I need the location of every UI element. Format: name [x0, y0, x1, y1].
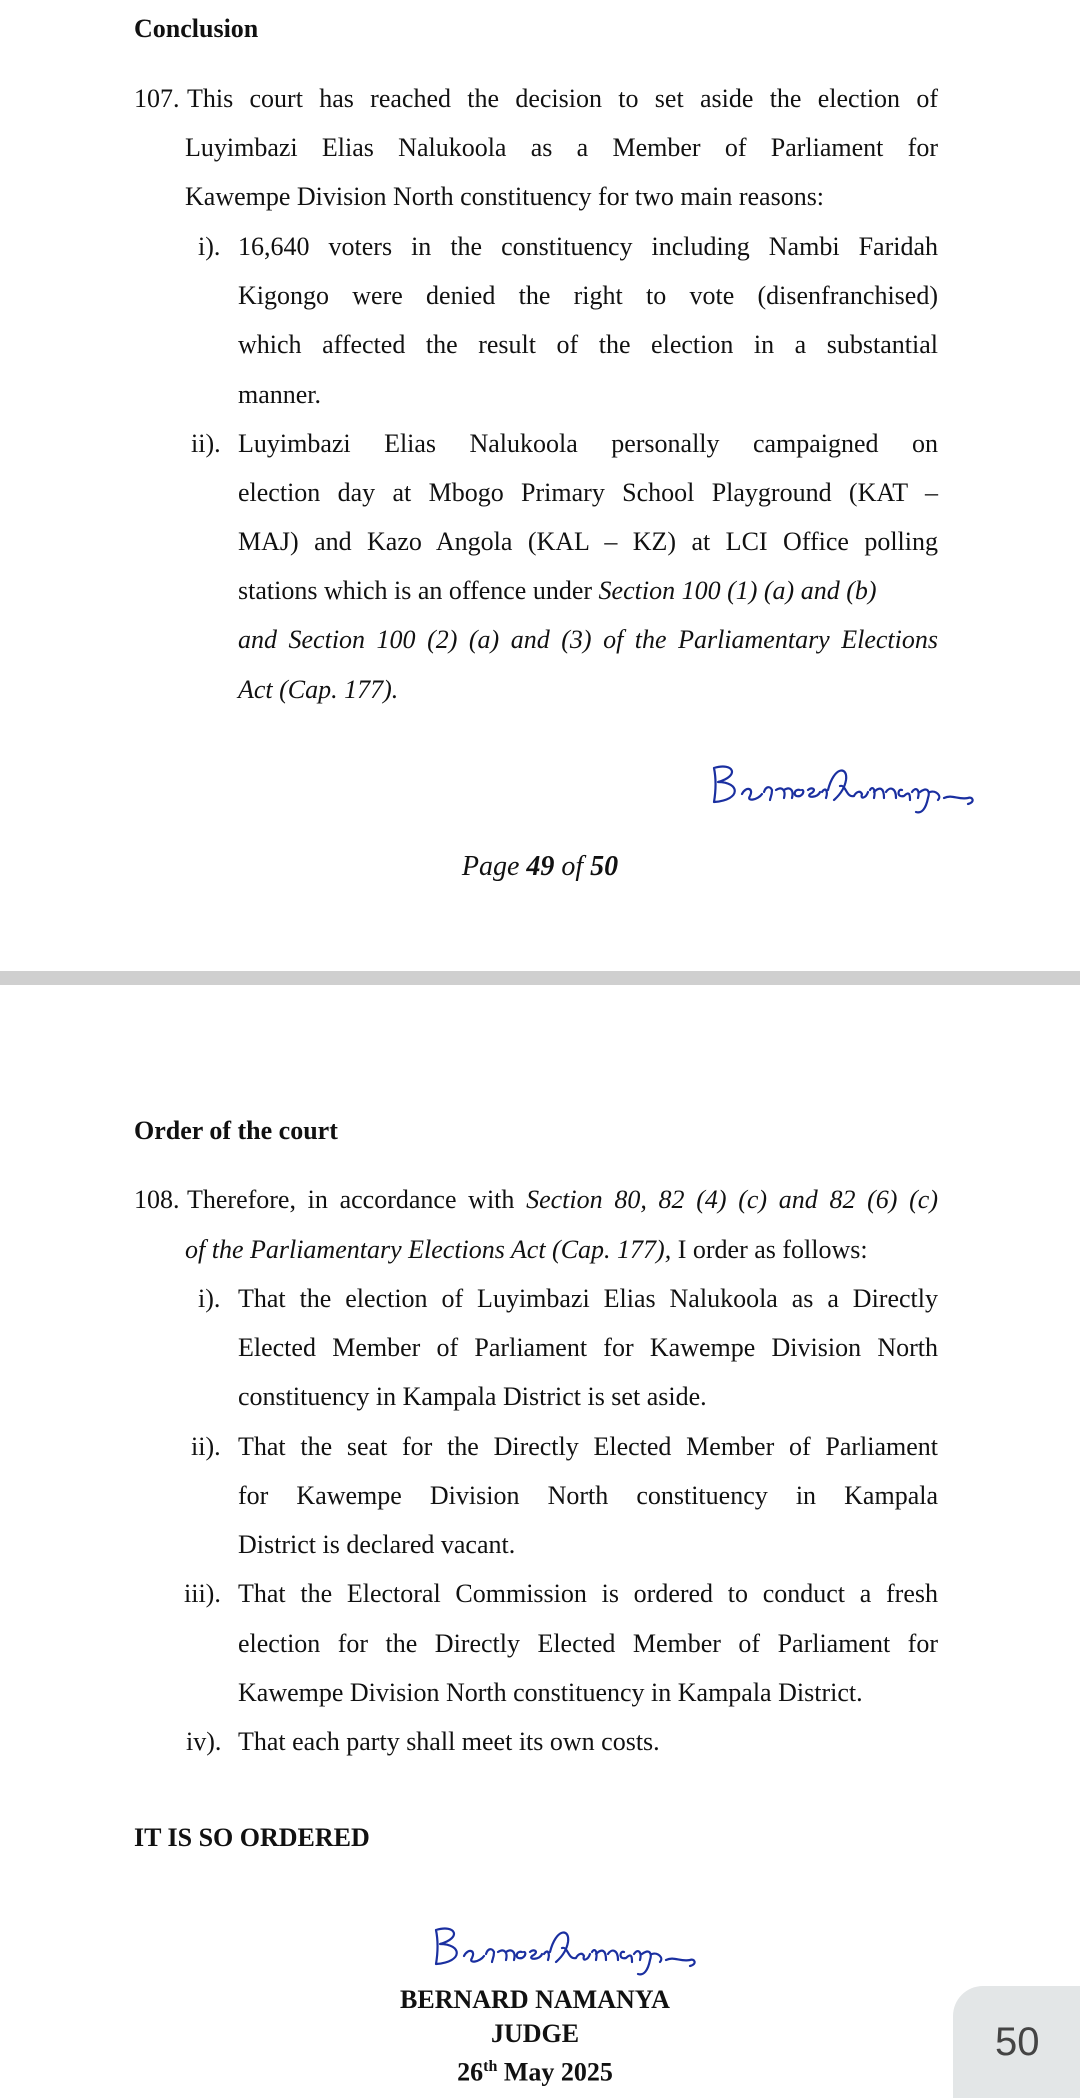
list-label: ii). — [191, 429, 221, 458]
list-item-line: election day at Mbogo Primary School Playground (KAT – — [238, 478, 938, 507]
list-item-line: Luyimbazi Elias Nalukoola personally campaigned on — [238, 429, 938, 458]
list-label: ii). — [191, 1432, 221, 1461]
list-item-line: election for the Directly Elected Member of Parliament for — [238, 1629, 938, 1658]
list-item-line: 16,640 voters in the constituency including Nambi Faridah — [238, 232, 938, 261]
list-item-line: for Kawempe Division North constituency in Kampala — [238, 1481, 938, 1510]
statute-citation: Act (Cap. 177). — [238, 675, 399, 704]
list-item-line: District is declared vacant. — [238, 1530, 516, 1559]
list-item-line: That each party shall meet its own costs. — [238, 1727, 660, 1756]
paragraph-number: 108. — [134, 1185, 180, 1214]
list-item-line: which affected the result of the election in a substantial — [238, 330, 938, 359]
statute-citation: Section 80, 82 (4) (c) and 82 (6) (c) — [526, 1185, 938, 1214]
paragraph-line: of the Parliamentary Elections Act (Cap. 177), I order as follows: — [185, 1235, 868, 1264]
list-item-line: That the Electoral Commission is ordered to conduct a fresh — [238, 1579, 938, 1608]
list-label: i). — [198, 1284, 221, 1313]
section-heading-conclusion: Conclusion — [134, 14, 259, 43]
list-item-line: MAJ) and Kazo Angola (KAL – KZ) at LCI Office polling — [238, 527, 938, 556]
page-divider — [0, 971, 1080, 985]
list-item-line: Elected Member of Parliament for Kawempe Division North — [238, 1333, 938, 1362]
so-ordered-heading: IT IS SO ORDERED — [134, 1823, 370, 1852]
judge-name: BERNARD NAMANYA — [400, 1985, 670, 2014]
judgment-date: 26th May 2025 — [457, 2057, 613, 2087]
statute-citation: and Section 100 (2) (a) and (3) of the Parliamentary Elections — [238, 625, 938, 654]
list-label: iv). — [186, 1727, 222, 1756]
list-item-line: constituency in Kampala District is set aside. — [238, 1382, 707, 1411]
statute-citation: Section 100 (1) (a) and (b) — [598, 576, 877, 605]
list-item-line: That the seat for the Directly Elected Member of Parliament — [238, 1432, 938, 1461]
list-item-line: That the election of Luyimbazi Elias Nalukoola as a Directly — [238, 1284, 938, 1313]
list-label: iii). — [184, 1579, 221, 1608]
paragraph-number: 107. — [134, 84, 180, 113]
list-item-line: stations which is an offence under Section 100 (1) (a) and (b) — [238, 576, 877, 605]
paragraph-line: Kawempe Division North constituency for two main reasons: — [185, 182, 825, 211]
statute-citation: of the Parliamentary Elections Act (Cap. 177), — [185, 1235, 672, 1264]
list-item-line: manner. — [238, 380, 322, 409]
paragraph-line: This court has reached the decision to set aside the election of — [187, 84, 938, 113]
paragraph-line: Luyimbazi Elias Nalukoola as a Member of Parliament for — [185, 133, 938, 162]
list-label: i). — [198, 232, 221, 261]
list-item-line: Kawempe Division North constituency in Kampala District. — [238, 1678, 863, 1707]
judge-signature — [706, 756, 986, 816]
judge-signature — [428, 1918, 708, 1978]
page-indicator-badge: 50 — [953, 1986, 1080, 2098]
page-number: Page 49 of 50 — [461, 851, 619, 882]
list-item-line — [238, 675, 398, 705]
judge-title: JUDGE — [490, 2019, 580, 2048]
list-item-line: Kigongo were denied the right to vote (disenfranchised) — [238, 281, 938, 310]
list-item-line — [238, 625, 938, 655]
paragraph-line: Therefore, in accordance with Section 80, 82 (4) (c) and 82 (6) (c) — [187, 1185, 938, 1214]
section-heading-order: Order of the court — [134, 1116, 338, 1145]
